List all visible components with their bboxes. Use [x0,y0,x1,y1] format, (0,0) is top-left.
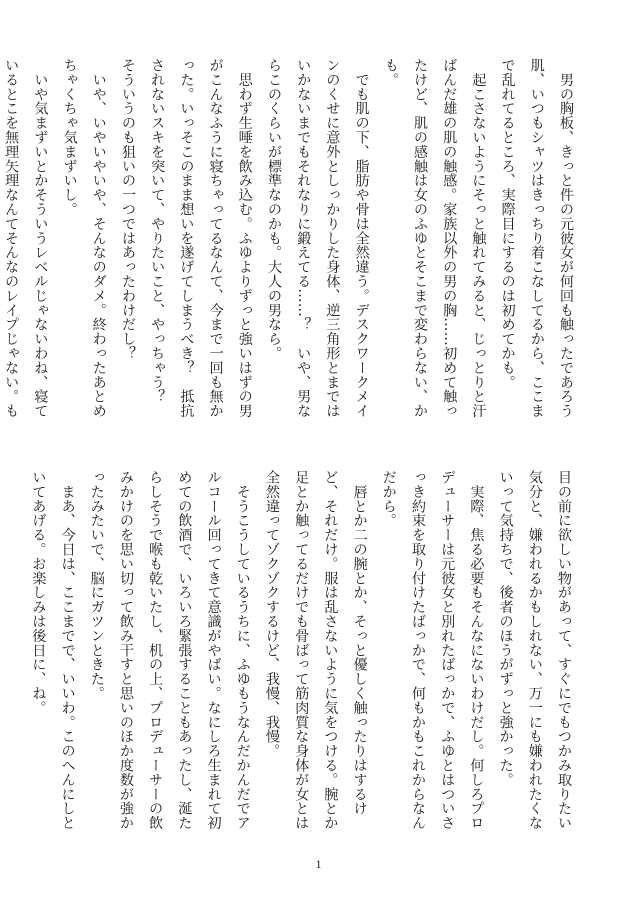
paragraph: 唇とか二の腕とか、そっと優しく触ったりはするけど、それだけ。服は乱さないように気をつける。腕とか足とか触ってるだけでも骨ばって筋肉質な身体が女とは全然違ってゾクゾクするけど、我慢、我慢。 [263,470,368,830]
text-block-lower [30,470,578,832]
paragraph: 目の前に欲しい物があって、すぐにでもつかみ取りたい気分と、嫌われるかもしれない、万一にも嫌われたくないって気持ちで、後者のほうがずっと強かった。 [497,470,572,830]
paragraph: 思わず生唾を飲み込む。ふゆよりずっと強いはずの男がこんなふうに寝ちゃってるなんて、今まで一回も無かった。いっそこのまま想いを遂げてしまうべき？ 抵抗されないスキを突いて、やりたいこと、やっちゃう？ そういうのも狙いの一つではあったわけだし？ [119,58,253,419]
paragraph: 起こさないようにそっと触れてみると、じっとりと汗ばんだ雄の肌の触感。家族以外の男の胸……初めて触ったけど、肌の感触は女のふゆとそこまで変わらない、かも。 [382,58,487,418]
text-block-upper [3,58,580,419]
paragraph: 男の胸板、きっと件の元彼女が何回も触ったであろう肌、いつもシャツはきっちり着こなしてるから、ここまで乱れてるところ、実際目にするのは初めてかも。 [499,58,574,418]
page-number: 1 [315,857,322,871]
paragraph: まあ、今日は、ここまでで、いいわ。このへんにしといてあげる。お楽しみは後日に、ね。 [30,470,76,830]
paragraph: いや、いやいやいや、そんなのダメ。終わったあとめちゃくちゃ気まずいし。 [61,58,107,418]
paragraph: いや気まずいとかそういうレベルじゃないわね、寝ているとこを無理矢理なんてそんなのレイプじゃない。も [3,58,49,418]
paragraph: 実際、焦る必要もそんなにないわけだし。何しろプロデューサーは元彼女と別れたばっかで、ふゆとはついさっき約束を取り付けたばっかで、何もかもこれからなんだから。 [380,470,485,830]
paragraph: でも肌の下、脂肪や骨は全然違う。デスクワークメインのくせに意外としっかりした身体、逆三角形とまではいかないまでもそれなりに鍛えてる……？ いや、男ならこのくらいが標準なのかも。大人の男なら。 [265,58,370,418]
paragraph: そうこうしているうちに、ふゆもうなんだかんだでアルコール回ってきて意識がやばい。なにしろ生まれて初めての飲酒で、いろいろ緊張することもあったし、涎たらしそうで喉も乾いたし、机の上、プロデューサーの飲みかけのを思い切って飲み干すと思いのほか度数が強かったみたいで、脳にガツンときた。 [88,470,251,830]
